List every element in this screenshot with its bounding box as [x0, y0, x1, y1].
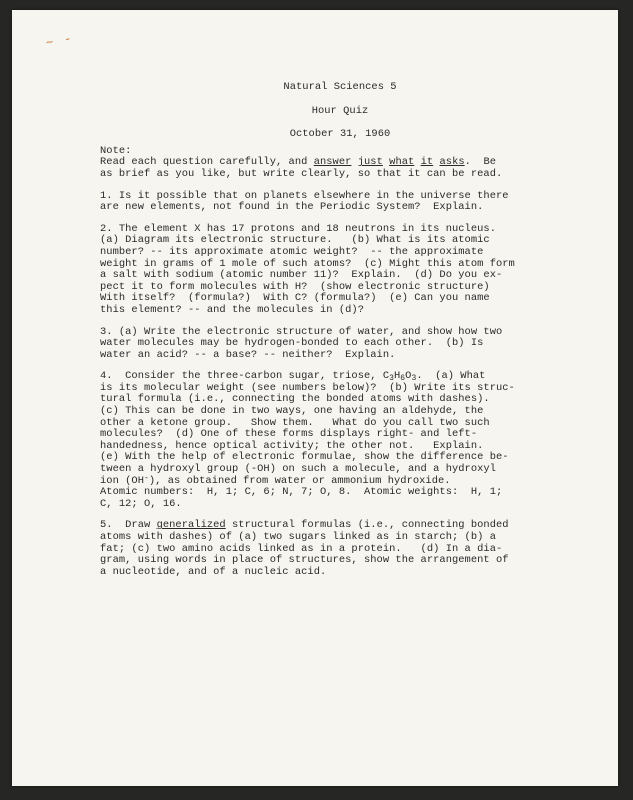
note-label: Note:	[100, 144, 132, 157]
question-4	[100, 371, 580, 510]
text-line: (c) This can be done in two ways, one having an aldehyde, the	[100, 405, 484, 418]
text-line: is its molecular weight (see numbers below)? (b) Write its struc-	[100, 381, 515, 394]
text-line: a nucleotide, and of a nucleic acid.	[100, 565, 327, 578]
text-line: are new elements, not found in the Periodic System? Explain.	[100, 201, 484, 214]
ion-text: ), as obtained from water or ammonium hydroxide.	[148, 474, 451, 487]
question-1	[100, 191, 580, 214]
text-line: gram, using words in place of structures, show the arrangement of	[100, 554, 509, 567]
text-line: 3. (a) Write the electronic structure of water, and show how two	[100, 325, 503, 338]
q5-emphasis: generalized	[156, 519, 226, 532]
text-line: molecules? (d) One of these forms displays right- and left-	[100, 428, 478, 441]
note-emphasis: what	[389, 156, 415, 169]
text-line: handedness, hence optical activity; the other not. Explain.	[100, 439, 484, 452]
question-2	[100, 224, 580, 317]
page-date: October 31, 1960	[289, 128, 391, 141]
note-text: Read each question carefully, and	[100, 156, 314, 169]
document-page	[12, 10, 618, 786]
text-line: weight in grams of 1 mole of such atoms? (c) Might this atom form	[100, 257, 515, 270]
question-5	[100, 520, 580, 578]
formula-text: 4. Consider the three-carbon sugar, triose, C	[100, 370, 390, 383]
formula-text: . (a) What	[416, 370, 486, 383]
text-line: fat; (c) two amino acids linked as in a protein. (d) In a dia-	[100, 542, 503, 555]
text-line: atoms with dashes) of (a) two sugars linked as in starch; (b) a	[100, 531, 496, 543]
text-line: (e) With the help of electronic formulae, show the difference be-	[100, 451, 509, 464]
note-text: . Be	[464, 156, 497, 169]
formula-subscript: 6	[400, 374, 406, 384]
note-emphasis: it	[420, 156, 434, 169]
text-line: a salt with sodium (atomic number 11)? Explain. (d) Do you ex-	[100, 269, 503, 282]
note-emphasis: answer	[313, 156, 352, 169]
text-line: tween a hydroxyl group (-OH) on such a molecule, and a hydroxyl	[100, 463, 496, 476]
q5-text: 5. Draw	[100, 519, 157, 532]
quiz-text	[100, 82, 580, 578]
text-line: 1. Is it possible that on planets elsewhere in the universe there	[100, 189, 509, 202]
page-title: Natural Sciences 5	[283, 81, 397, 93]
text-line: 2. The element X has 17 protons and 18 neutrons in its nucleus.	[100, 222, 496, 235]
text-line: water molecules may be hydrogen-bonded to each other. (b) Is	[100, 337, 484, 350]
text-line: water an acid? -- a base? -- neither? Explain.	[100, 348, 396, 361]
ion-text: ion (OH	[100, 474, 144, 487]
note-emphasis: just	[357, 156, 383, 169]
text-line: number? -- its approximate atomic weight? -- the approximate	[100, 245, 484, 258]
formula-text: H	[394, 370, 401, 383]
question-3	[100, 327, 580, 362]
formula-subscript: 3	[411, 374, 417, 384]
note-emphasis: asks	[439, 156, 465, 169]
text-line: this element? -- and the molecules in (d)?	[100, 303, 364, 316]
text-line: C, 12; O, 16.	[100, 497, 182, 510]
formula-text: O	[405, 370, 412, 383]
formula-subscript: 3	[389, 374, 394, 384]
page-subtitle: Hour Quiz	[311, 104, 369, 117]
text-line: Atomic numbers: H, 1; C, 6; N, 7; O, 8. Atomic weights: H, 1;	[100, 486, 503, 499]
text-line: (a) Diagram its electronic structure. (b) What is its atomic	[100, 234, 490, 247]
corner-mark: ~ -	[44, 31, 75, 51]
note-line-2: as brief as you like, but write clearly, so that it can be read.	[100, 167, 503, 180]
ion-charge: -	[144, 473, 149, 483]
text-line: tural formula (i.e., connecting the bonded atoms with dashes).	[100, 393, 490, 406]
text-line: pect it to form molecules with H? (show electronic structure)	[100, 280, 490, 293]
text-line: With itself? (formula?) With C? (formula?) (e) Can you name	[100, 292, 490, 305]
text-line: other a ketone group. Show them. What do you call two such	[100, 416, 490, 429]
q5-text: structural formulas (i.e., connecting bonded	[225, 519, 509, 532]
